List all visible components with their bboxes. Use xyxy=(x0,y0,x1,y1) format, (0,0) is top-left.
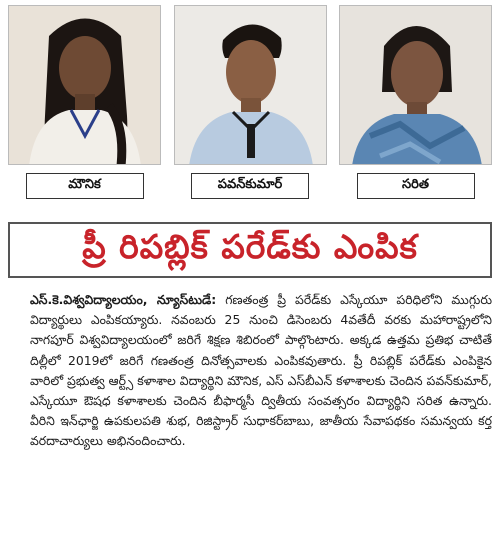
photo-card-1 xyxy=(8,5,161,205)
photo-caption-2: పవన్‌కుమార్ xyxy=(191,173,309,199)
article-body xyxy=(30,290,492,452)
photo-caption-3: సరిత xyxy=(357,173,475,199)
article-text: గణతంత్ర ప్రీ పరేడ్‌కు ఎస్కేయూ పరిధిలోని ముగ్గురు విద్యార్థులు ఎంపికయ్యారు. నవంబరు 25 నుంచి డిసెంబరు 4వతేదీ వరకు మహారాష్ట్రలోని నాగపూర్ విశ్వవిద్యాలయంలో జరిగే శిక్షణ శిబిరంలో పాల్గొంటారు. అక్కడ ఉత్తమ ప్రతిభ చాటితే దిల్లీలో 2019లో జరిగే గణతంత్ర దినోత్సవాలకు ఎంపికవుతారు. ప్రీ రిపబ్లిక్ పరేడ్‌కు ఎంపికైన వారిలో ప్రభుత్వ ఆర్ట్స్ కళాశాల విద్యార్థిని మౌనిక, ఎస్ ఎస్‌బీఎన్ కళాశాలకు చెందిన పవన్‌కుమార్, ఎస్కేయూ ఔషధ కళాశాలకు చెందిన బీఫార్మసీ ద్వితీయ సంవత్సరం విద్యార్థిని సరిత ఉన్నారు. వీరిని ఇన్‌ఛార్జి ఉపకులపతి శుభ, రిజిస్ట్రార్ సుధాకర్‌బాబు, జాతీయ సేవాపథకం సమన్వయ కర్త వరదాచార్యులు అభినందించారు. xyxy=(30,292,492,449)
photo-card-2 xyxy=(174,5,327,205)
portrait-photo-3 xyxy=(339,5,492,165)
photo-caption-1: మౌనిక xyxy=(26,173,144,199)
portrait-photo-1 xyxy=(8,5,161,165)
photo-row xyxy=(8,5,492,205)
article-headline: ప్రీ రిపబ్లిక్ పరేడ్‌కు ఎంపిక xyxy=(8,222,492,278)
photo-card-3 xyxy=(339,5,492,205)
article-dateline: ఎస్.కె.విశ్వవిద్యాలయం, న్యూస్‌టుడే: xyxy=(30,292,217,307)
portrait-photo-2 xyxy=(174,5,327,165)
